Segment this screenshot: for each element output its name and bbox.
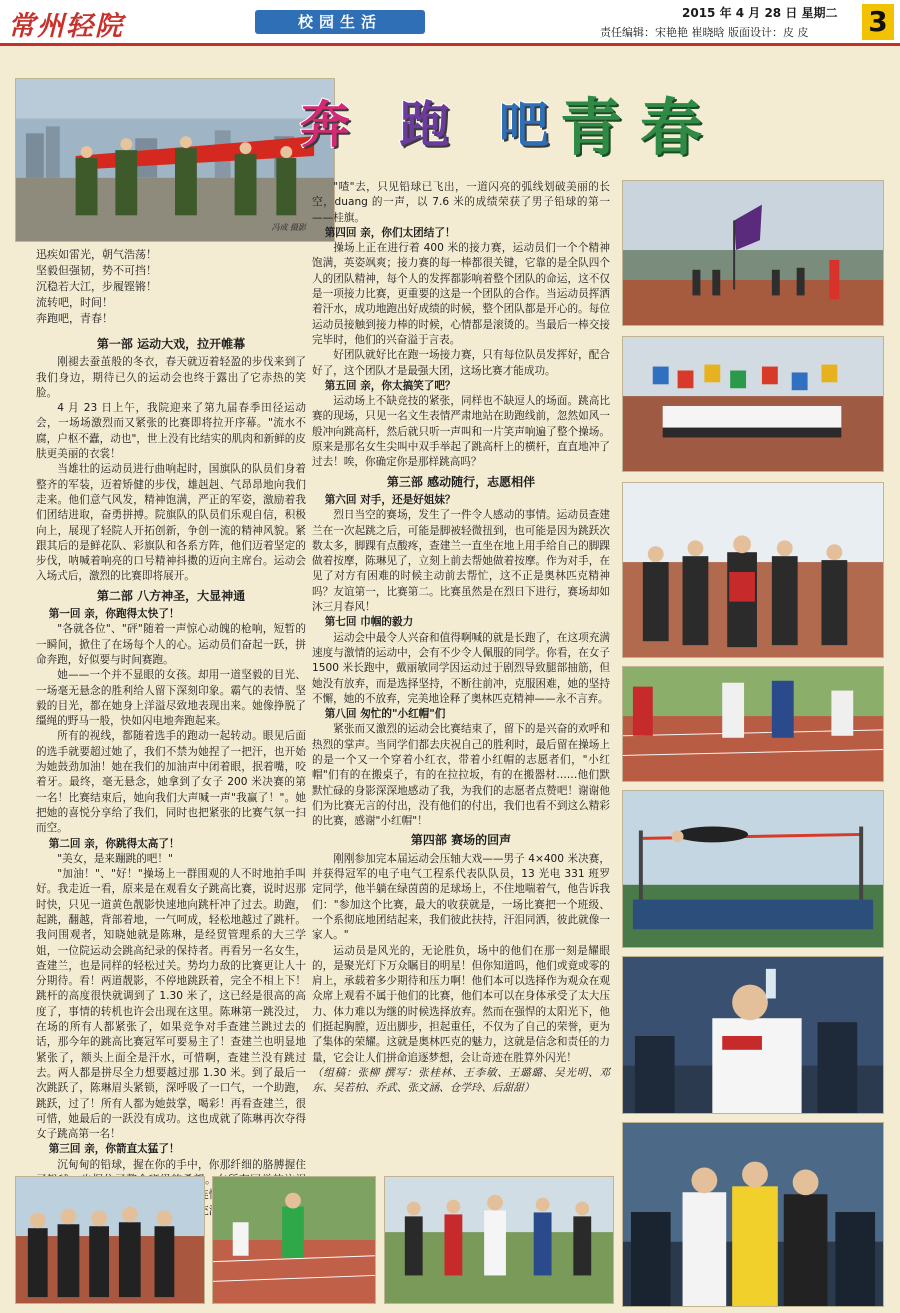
photo-crowd-bottom bbox=[15, 1176, 205, 1304]
paragraph: "喳"去，只见铅球已飞出，一道闪亮的弧线划破美丽的长空，duang 的一声，以 7.6 米的成绩荣获了男子铅球的第一——桂旗。 bbox=[312, 181, 610, 224]
subsection-title: 第七回 巾帼的毅力 bbox=[324, 616, 414, 629]
paragraph: 运动场上不缺竞技的紧张，同样也不缺逗人的场面。跳高比赛的现场，只见一名文生表情严肃地站在助跑线前，忽然如风一般冲向跳高杆，然后就只听一声叫和一片笑声响遍了整个操场。原来是那名女生尖叫中双手举起了跳高杆上的横杆，直直地冲了过去！唉，你确定你是那样跳高吗？ bbox=[312, 395, 610, 469]
paragraph: 运动会中最令人兴奋和值得啊喊的就是长跑了，在这项充满速度与激情的运动中，会有不少令人佩服的同学。你看，在女子 1500 米长跑中，戴丽敏同学因运动过于剧烈导致腿部抽筋，但她没有放弃，而是选择坚持，不断往前冲，克服困难，她的坚持不懈，她的不放弃，完美地诠释了奥林匹克精神——永不言弃。 bbox=[312, 631, 610, 705]
paragraph: "各就各位"、"砰"随着一声惊心动魄的枪响，短暂的一瞬间，掀住了在场每个人的心。运动员们奋起一跃，拼命奔跑，好似要与时间赛跑。 bbox=[36, 623, 306, 666]
poem-line: 坚毅但强韧，势不可挡！ bbox=[36, 264, 157, 277]
part2-title: 第二部 八方神圣，大显神通 bbox=[96, 588, 246, 603]
headline-char-3: 吧 bbox=[498, 96, 565, 154]
paragraph: 烈日当空的赛场，发生了一件令人感动的事情。运动员查建兰在一次起跳之后，可能是脚被轻微扭到，也可能是因为跳跃次数太多，脚踝有点酸疼，查建兰一直坐在地上用手给自己的脚踝做着按摩，陈琳见了，立刻上前去帮她做着按摩。作为对手，在见了对方有困难的时候主动前去帮忙，这不正是奥林匹克精神吗？友谊第一，比赛第二。比赛虽然是在烈日下进行，赛场却如沐三月春风！ bbox=[312, 509, 610, 614]
photo-purple-flag-parade bbox=[622, 180, 884, 326]
photo-high-jump bbox=[622, 790, 884, 948]
photo-flag-team bbox=[15, 78, 335, 242]
headline-char-2: 跑 bbox=[399, 96, 466, 154]
photo-supporting-athlete bbox=[622, 1122, 884, 1307]
photo-shot-put bbox=[384, 1176, 614, 1304]
photo-athlete-drinking bbox=[622, 956, 884, 1114]
part1-title: 第一部 运动大戏，拉开帷幕 bbox=[96, 337, 246, 351]
paragraph: 运动员是风光的，无论胜负，场中的他们在那一刻是耀眼的，是聚光灯下万众瞩目的明星！但你知道吗，他们或竟或零的肩上，承载着多少期待和压力啊！他们本可以选择作为观众在观众席上观看不属于他们的比赛，他们本可以在身体承受了太大压力、体力难以为继的时候选择放弃。然而在强悍的太阳光下，他们挺起胸膛，迈出脚步，担起重任，不仅为了自己的荣誉，更为了集体的荣耀。这就是奥林匹克的魅力，这就是信念和责任的力量，它会让人们拼命追逐梦想，会让奇迹在胜算外闪光！ bbox=[312, 944, 610, 1064]
paragraph: 4 月 23 日上午，我院迎来了第九届春季田径运动会，一场场激烈而又紧张的比赛即将拉开序幕。"流水不腐，户枢不蠹，动也"，世上没有比结实的肌肉和新鲜的皮肤更美丽的衣裳！ bbox=[36, 402, 306, 461]
part4-title: 第四部 赛场的回声 bbox=[410, 833, 512, 848]
masthead bbox=[0, 0, 900, 46]
subsection-title: 第五回 亲，你太搞笑了吧？ bbox=[324, 379, 456, 392]
poem-line: 沉稳若大江，步履铿锵！ bbox=[36, 280, 157, 293]
paragraph: 紧张而又激烈的运动会比赛结束了，留下的是兴奋的欢呼和热烈的掌声。当同学们都去庆祝自己的胜利时，最后留在操场上的是一个又一个穿着小红衣，带着小红帽的志愿者们，"小红帽"们有的在搬桌子，有的在拉拉坂，有的在搬器材……他们默默忙碌的身影深深地感动了我，为我们的志愿者点赞吧！谢谢他们为比赛无言的付出，没有他们的付出，我们也看不到这么精彩的比赛，感谢"小红帽"！ bbox=[312, 723, 610, 828]
headline-youth: 青春 bbox=[560, 91, 721, 164]
page-number: 3 bbox=[862, 4, 894, 40]
section-label: 校园生活 bbox=[255, 10, 425, 34]
poem-line: 奔跑吧，青春！ bbox=[36, 312, 113, 325]
paragraph: 刚褪去蚕茧般的冬衣，春天就迈着轻盈的步伐来到了我们身边，期待已久的运动会也终于露出了它赤热的笑脸。 bbox=[36, 356, 306, 399]
subsection-title: 第三回 亲，你箭直太猛了！ bbox=[48, 1143, 180, 1156]
photo-colorful-flags bbox=[622, 336, 884, 472]
paragraph: 当雄壮的运动员进行曲响起时，国旗队的队员们身着整齐的军装，迈着矫健的步伐，雄赳赳、气昂昂地向我们走来。他们意气风发，精神饱满，严正的军姿，激励着我们团结进取，奋勇拼搏。院旗队的队员们乐观自信，积极向上，展现了轻院人开拓创新，争创一流的精神风貌。紧跟其后的是鲜花队、彩旗队和各系方阵，他们迈着坚定的步伐，呐喊着响亮的口号精神抖擞的迈向主席台。运动会入场式后，激烈的比赛即将展开。 bbox=[36, 463, 306, 583]
paragraph: 所有的视线，都随着选手的跑动一起转动。眼见后面的选手就要超过她了，我们不禁为她捏了一把汗，也开始为她鼓劲加油！她在我们的加油声中闭着眼，抿着嘴，咬着牙。最终，毫无悬念，她拿到了女子 200 米决赛的第一名！比赛结束后，她向我们大声喊一声"我赢了！"。她把她的喜悦分享给了我们，同时也把紧张的比赛气氛一扫而空。 bbox=[36, 730, 306, 835]
left-article bbox=[36, 333, 306, 1234]
poem-line: 迅疾如雷光，朝气浩荡！ bbox=[36, 248, 157, 261]
photo-runners bbox=[622, 666, 884, 782]
credits: （组稿：张柳 撰写：张桂林、王李敏、王璐璐、吴光明、邓东、吴若柏、乔武、张文涵、仓学玲、后甜甜） bbox=[312, 1066, 610, 1095]
issue-date: 2015 年 4 月 28 日 星期二 bbox=[682, 6, 838, 20]
subsection-title: 第八回 匆忙的"小红帽"们 bbox=[324, 708, 446, 721]
photo-volunteers-group bbox=[622, 482, 884, 658]
part3-title: 第三部 感动随行，志愿相伴 bbox=[386, 474, 536, 489]
paragraph: 刚刚参加完本届运动会压轴大戏——男子 4×400 米决赛，并获得冠军的电子电气工程系代表队队员，13 光电 331 班罗定同学，他半躺在绿茵茵的足球场上，不住地喘着气，他告诉我们："参加这个比赛，最大的收获就是，一场比赛把一个班级、一个系彻底地团结起来，我们彼此扶持，汗泪同洒，彼此就像一家人。" bbox=[312, 852, 610, 942]
left-column bbox=[36, 247, 306, 327]
paragraph: "加油！"、"好！"操场上一群围观的人不时地拍手叫好。我走近一看，原来是在观看女子跳高比赛，说时迟那时快，只见一道黄色靓影快速地向跳杆冲了过去。助跑，起跳，翻越，背部着地，一气呵成，轻松地越过了跳杆。我问围观者，知晓她就是陈琳，是经贸管理系的大三学姐，一位院运动会跳高纪录的保持者。再看另一名女生，查建兰，也是同样的轻松过关。势均力敌的比赛更让人十分期待。看！两道靓影，不停地跳跃着，完全不相上下！跳杆的高度很快就调到了 1.30 米了，这已经是很高的高度了，事情的转机也许会出现在这里。陈琳第一跳没过，在场的所有人都紧张了，如果竞争对手查建兰跳过去的话，那今年的跳高比赛冠军可要易主了！查建兰也明显地紧张了，额头上面全是汗水，可惜啊，查建兰没有跳过去。两人都是拼尽全力想要越过那 1.30 米。到了最后一次跳跃了，陈琳眉头紧锁，深呼吸了一口气，一个助跑，跳跃，过了！所有人都为她鼓掌，喝彩！再看查建兰，很可惜，她最后的一跃没有成功。这也成就了陈琳再次夺得女子跳高第一名！ bbox=[36, 868, 306, 1141]
subsection-title: 第一回 亲，你跑得太快了！ bbox=[48, 608, 180, 621]
subsection-title: 第四回 亲，你们太团结了！ bbox=[324, 226, 456, 239]
photo-caption: 冯成 摄影 bbox=[271, 223, 306, 232]
middle-column bbox=[312, 180, 610, 1097]
poem-line: 流转吧，时间！ bbox=[36, 296, 113, 309]
paragraph: 她——一个并不显眼的女孩。却用一道坚毅的目光、一场毫无悬念的胜利给人留下深刻印象。霸气的表情、坚毅的目光，都在她身上洋溢尽致地表现出来。她像挣脱了缰绳的野马一般，快如闪电地奔跑起来。 bbox=[36, 669, 306, 728]
paragraph: 好团队就好比在跑一场接力赛，只有每位队员发挥好，配合好了，这个团队才是最强大团，这场比赛才能成功。 bbox=[312, 349, 610, 377]
paragraph: "美女，是来蹦跳的吧！" bbox=[57, 852, 173, 865]
subsection-title: 第六回 对手，还是好姐妹？ bbox=[324, 493, 456, 506]
paragraph: 沉甸甸的铅球，握在你的手中，你那纤细的胳膊握住 望。 连惯 充满 bbox=[57, 1158, 306, 1217]
headline-char-1: 奔 bbox=[300, 96, 366, 154]
photo-relay-race bbox=[212, 1176, 376, 1304]
opening-poem bbox=[36, 247, 306, 327]
paragraph: 操场上正在进行着 400 米的接力赛，运动员们一个个精神饱满，英姿飒爽；接力赛的每一棒都很关键，它靠的是全队四个人的团队精神，每个人的发挥都影响着整个团队的命运，这不仅是一项接力比赛，更重要的这是一个团队的合作。当运动员挥洒着汗水，成功地跑出好成绩的时候，整个团队都是开心的。每位运动员接触到接力棒的时候，心情都是滚烫的。当最后一棒交接完毕时，他们的兴奋溢于言表。 bbox=[312, 242, 610, 346]
headline bbox=[300, 80, 600, 170]
paper-name: 常州轻院 bbox=[8, 11, 124, 42]
editors-line: 责任编辑：宋艳艳 崔晓晗 版面设计：皮 皮 bbox=[600, 26, 809, 39]
subsection-title: 第二回 亲，你跳得太高了！ bbox=[48, 837, 180, 850]
